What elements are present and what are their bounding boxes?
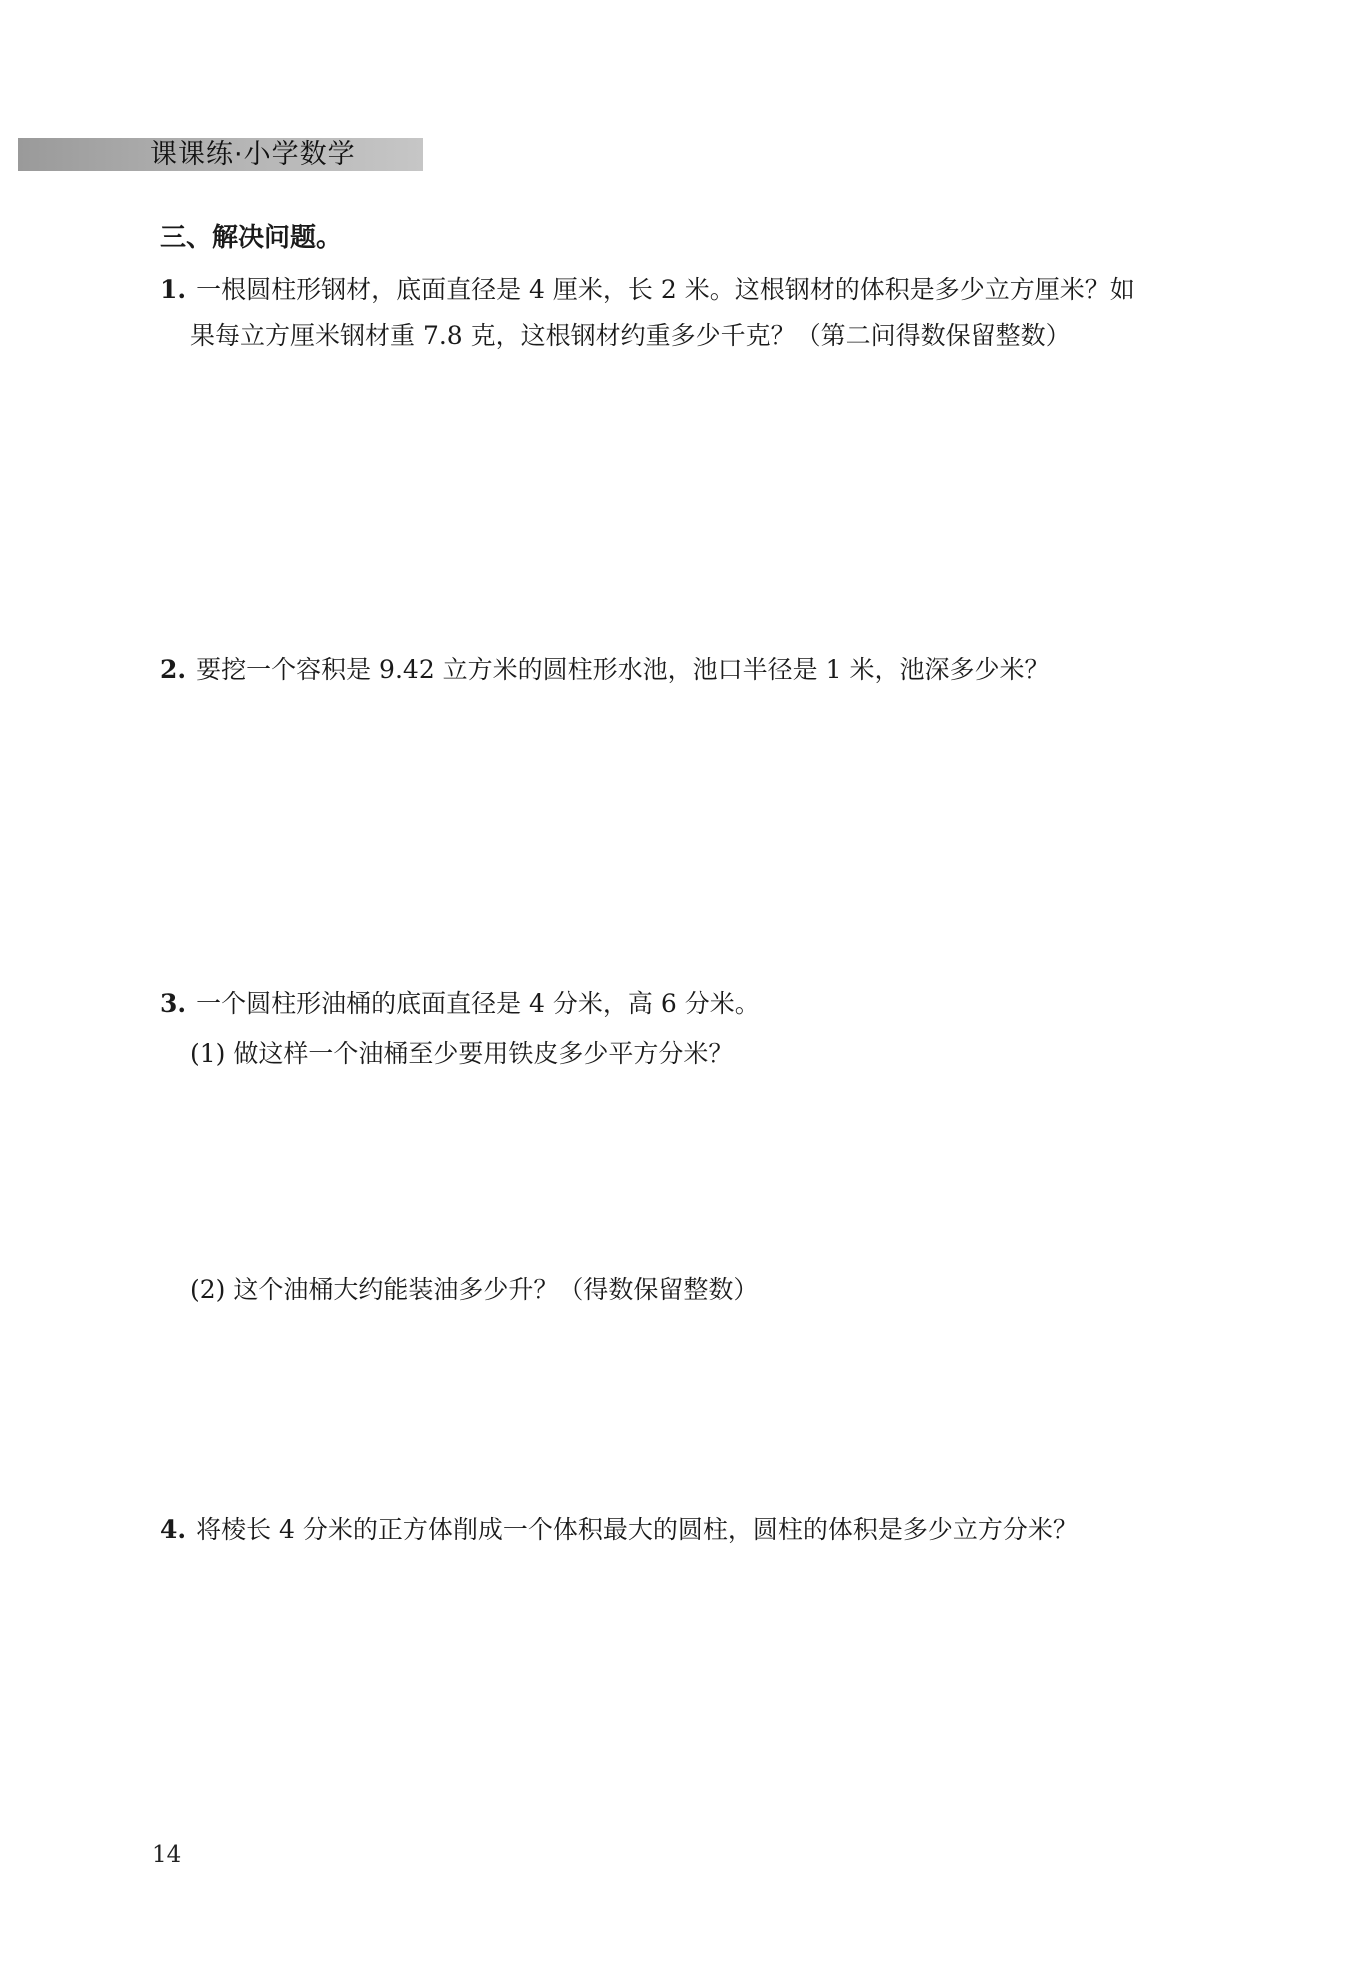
question-text: 一根圆柱形钢材，底面直径是 4 厘米，长 2 米。这根钢材的体积是多少立方厘米？如 (196, 275, 1135, 304)
part-label: (2) (190, 1275, 226, 1304)
question-number: 3. (160, 989, 187, 1018)
question-2 (160, 652, 1049, 688)
question-number: 1. (160, 275, 187, 304)
question-number: 2. (160, 655, 187, 684)
part-text: 这个油桶大约能装油多少升？（得数保留整数） (233, 1275, 759, 1304)
book-title: 课课练·小学数学 (150, 139, 356, 170)
part-text: 做这样一个油桶至少要用铁皮多少平方分米？ (233, 1039, 734, 1068)
question-text: 将棱长 4 分米的正方体削成一个体积最大的圆柱，圆柱的体积是多少立方分米？ (196, 1515, 1078, 1544)
question-text: 一个圆柱形油桶的底面直径是 4 分米，高 6 分米。 (196, 989, 760, 1018)
section-title: 三、解决问题。 (160, 223, 343, 253)
page-number: 14 (152, 1842, 182, 1868)
question-3-part-2 (190, 1272, 758, 1308)
question-1-continuation: 果每立方厘米钢材重 7.8 克，这根钢材约重多少千克？（第二问得数保留整数） (190, 321, 1071, 350)
part-label: (1) (190, 1039, 226, 1068)
question-number: 4. (160, 1515, 187, 1544)
question-text: 要挖一个容积是 9.42 立方米的圆柱形水池，池口半径是 1 米，池深多少米？ (196, 655, 1050, 684)
question-4 (160, 1512, 1078, 1548)
question-3-part-1 (190, 1036, 733, 1072)
question-3 (160, 986, 760, 1022)
question-1 (160, 272, 1135, 308)
